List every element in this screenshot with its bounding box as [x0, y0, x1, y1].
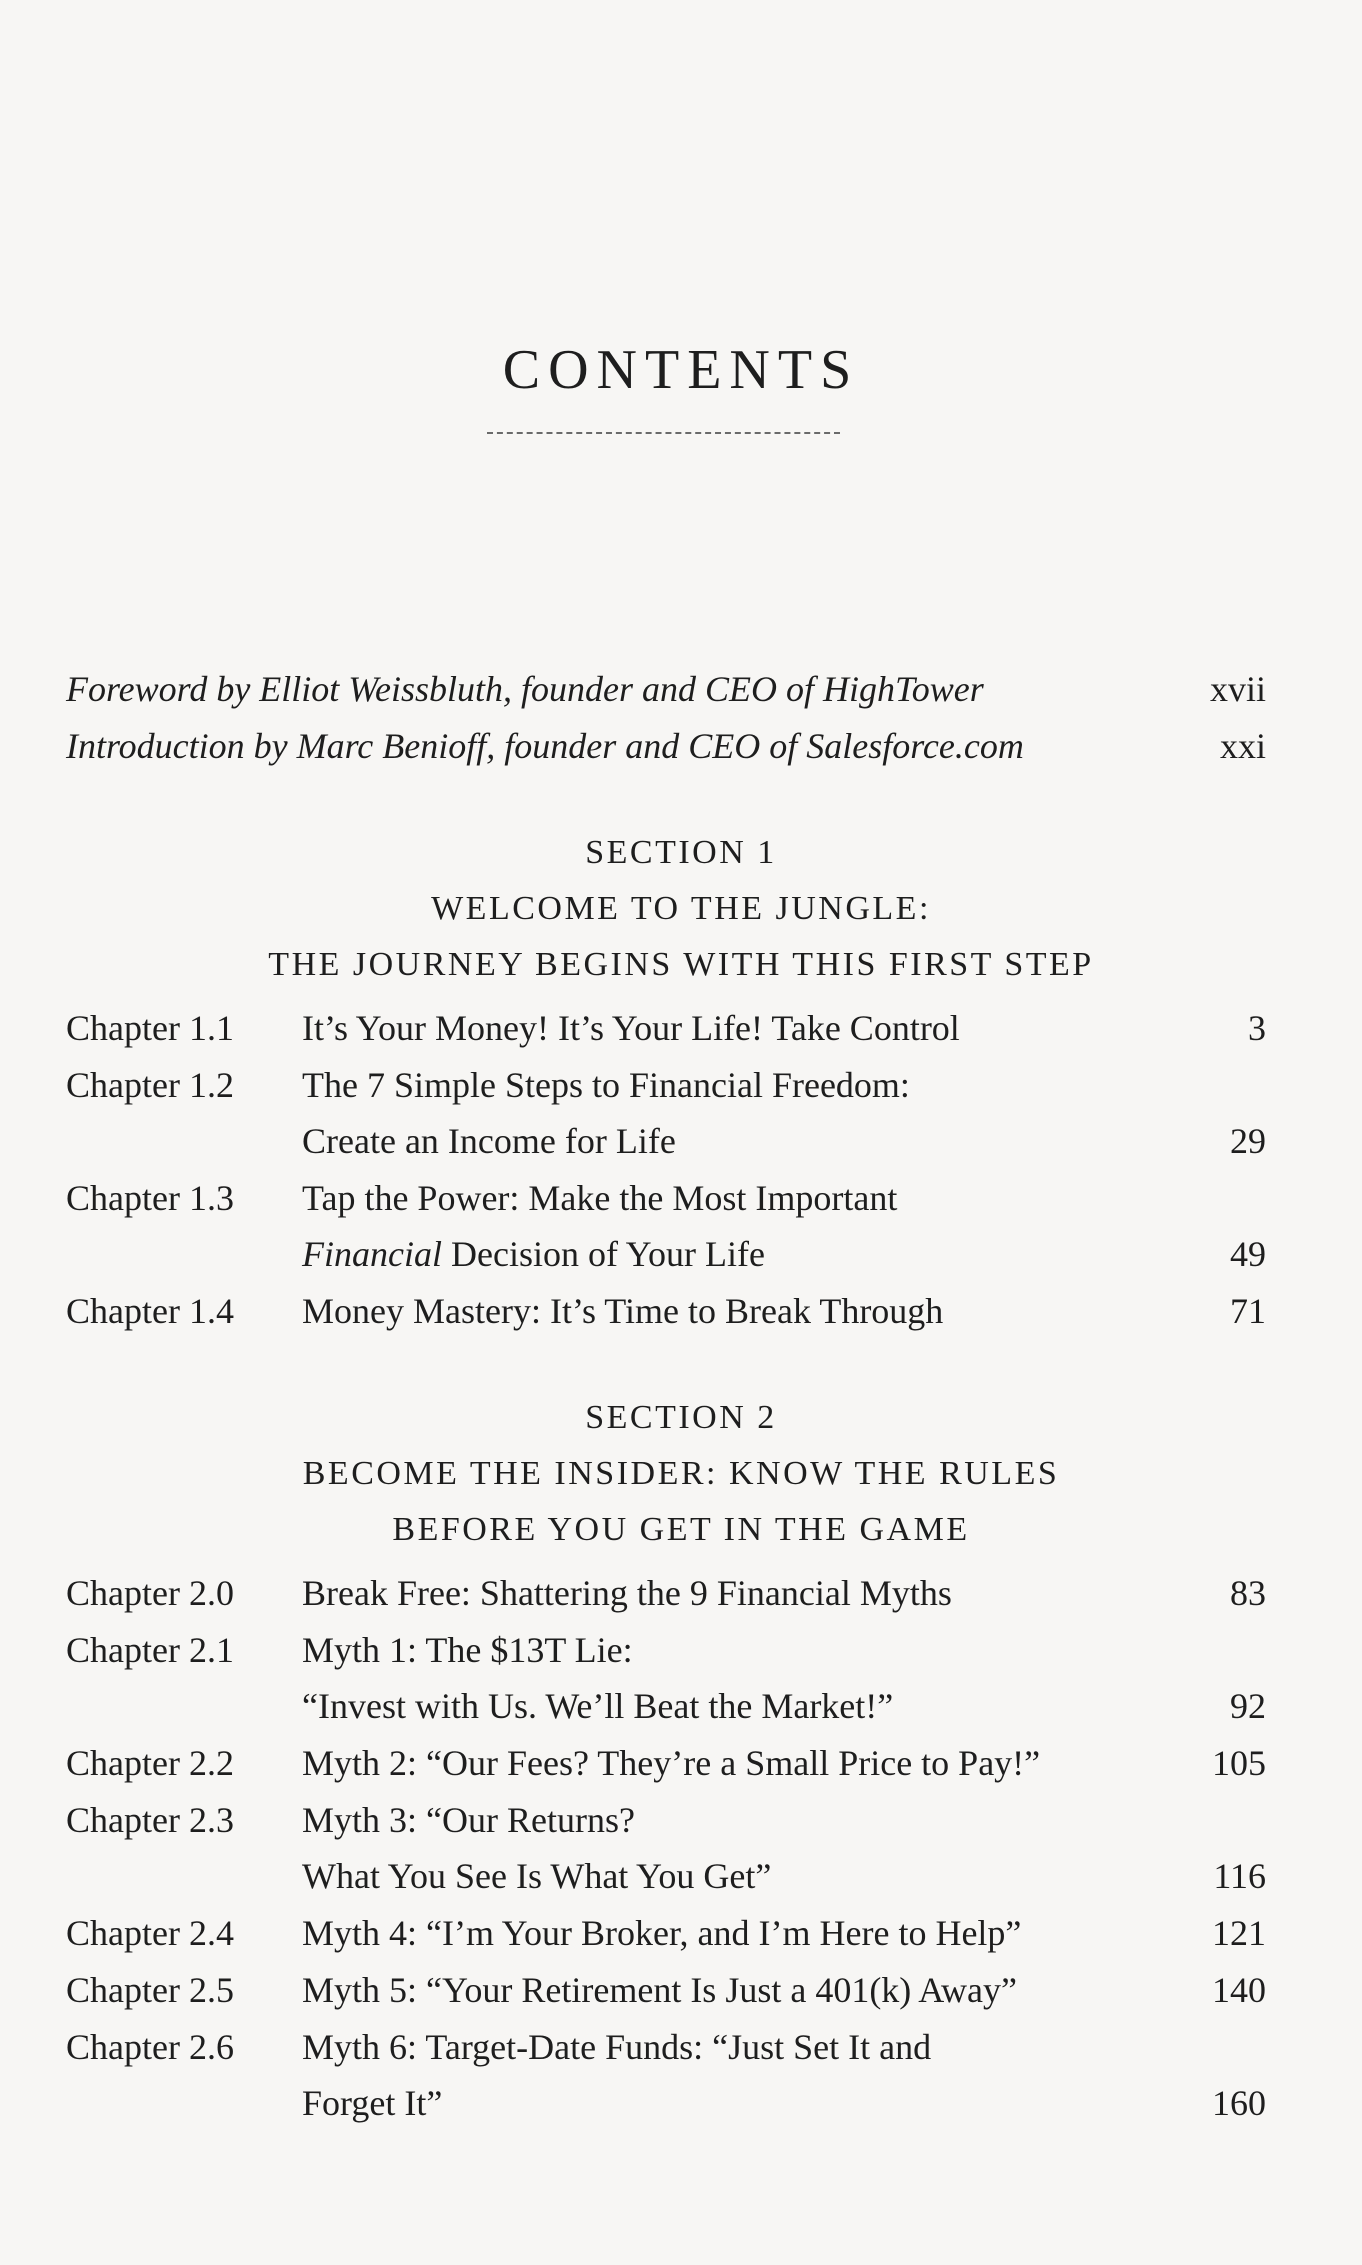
- section-2-subtitle-line-2: BEFORE YOU GET IN THE GAME: [392, 1511, 970, 1548]
- chapter-page: 116: [1213, 1856, 1266, 1896]
- toc-entry-chapter-2-2[interactable]: [0, 1735, 1362, 1791]
- introduction-text: Introduction by Marc Benioff, founder and CEO of Salesforce.com: [66, 726, 1024, 766]
- toc-entry-chapter-1-4[interactable]: [0, 1283, 1362, 1339]
- toc-entry-chapter-1-2[interactable]: [0, 1057, 1362, 1113]
- toc-entry-chapter-2-3-cont[interactable]: [0, 1848, 1362, 1904]
- chapter-title-cont: “Invest with Us. We’ll Beat the Market!”: [302, 1686, 894, 1726]
- chapter-title: Money Mastery: It’s Time to Break Through: [302, 1291, 944, 1331]
- chapter-page: 71: [1230, 1291, 1266, 1331]
- page-title: CONTENTS: [502, 339, 860, 401]
- title-divider: [487, 432, 840, 434]
- toc-entry-chapter-2-0[interactable]: [0, 1565, 1362, 1621]
- chapter-title-rest: Decision of Your Life: [450, 1234, 765, 1274]
- chapter-page: 83: [1230, 1573, 1266, 1613]
- chapter-title: Break Free: Shattering the 9 Financial Myths: [302, 1573, 952, 1613]
- foreword-page: xvii: [1209, 669, 1266, 709]
- chapter-title-cont: [302, 1226, 765, 1282]
- chapter-page: 160: [1212, 2083, 1266, 2123]
- introduction-page: xxi: [1219, 726, 1266, 766]
- chapter-title: Myth 3: “Our Returns?: [302, 1800, 635, 1840]
- chapter-title-cont: What You See Is What You Get”: [302, 1856, 772, 1896]
- toc-entry-chapter-2-6[interactable]: [0, 2019, 1362, 2075]
- chapter-number: Chapter 1.4: [66, 1291, 234, 1331]
- chapter-page: 140: [1212, 1970, 1266, 2010]
- chapter-title: Myth 6: Target-Date Funds: “Just Set It and: [302, 2027, 932, 2067]
- section-2-heading: SECTION 2: [585, 1399, 777, 1436]
- toc-entry-foreword[interactable]: [0, 661, 1362, 717]
- chapter-title: Myth 5: “Your Retirement Is Just a 401(k) Away”: [302, 1970, 1017, 2010]
- chapter-page: 105: [1212, 1743, 1266, 1783]
- chapter-page: 92: [1230, 1686, 1266, 1726]
- section-2-subtitle-line-1: BECOME THE INSIDER: KNOW THE RULES: [302, 1455, 1060, 1492]
- chapter-page: 29: [1230, 1121, 1266, 1161]
- toc-entry-chapter-1-3-cont[interactable]: [0, 1226, 1362, 1282]
- chapter-title-cont: Create an Income for Life: [302, 1121, 676, 1161]
- chapter-number: Chapter 1.3: [66, 1178, 234, 1218]
- chapter-page: 121: [1212, 1913, 1266, 1953]
- chapter-page: 49: [1230, 1234, 1266, 1274]
- toc-entry-chapter-2-1[interactable]: [0, 1622, 1362, 1678]
- toc-entry-chapter-2-4[interactable]: [0, 1905, 1362, 1961]
- toc-entry-chapter-2-1-cont[interactable]: [0, 1678, 1362, 1734]
- chapter-page: 3: [1248, 1008, 1266, 1048]
- chapter-title: Tap the Power: Make the Most Important: [302, 1178, 898, 1218]
- chapter-title-cont: Forget It”: [302, 2083, 443, 2123]
- toc-entry-chapter-1-2-cont[interactable]: [0, 1113, 1362, 1169]
- foreword-text: Foreword by Elliot Weissbluth, founder and CEO of HighTower: [66, 669, 984, 709]
- toc-entry-chapter-2-6-cont[interactable]: [0, 2075, 1362, 2131]
- chapter-title-italic-word: Financial: [302, 1234, 442, 1274]
- chapter-title: Myth 2: “Our Fees? They’re a Small Price to Pay!”: [302, 1743, 1041, 1783]
- chapter-number: Chapter 1.1: [66, 1008, 234, 1048]
- chapter-title: Myth 1: The $13T Lie:: [302, 1630, 633, 1670]
- toc-entry-chapter-2-3[interactable]: [0, 1792, 1362, 1848]
- section-1-subtitle-line-1: WELCOME TO THE JUNGLE:: [431, 890, 931, 927]
- toc-entry-introduction[interactable]: [0, 718, 1362, 774]
- chapter-number: Chapter 2.1: [66, 1630, 234, 1670]
- chapter-title: It’s Your Money! It’s Your Life! Take Control: [302, 1008, 960, 1048]
- chapter-number: Chapter 2.4: [66, 1913, 234, 1953]
- chapter-number: Chapter 2.2: [66, 1743, 234, 1783]
- section-1-heading: SECTION 1: [585, 834, 777, 871]
- chapter-title: The 7 Simple Steps to Financial Freedom:: [302, 1065, 910, 1105]
- chapter-number: Chapter 2.0: [66, 1573, 234, 1613]
- toc-entry-chapter-2-5[interactable]: [0, 1962, 1362, 2018]
- chapter-number: Chapter 2.3: [66, 1800, 234, 1840]
- chapter-number: Chapter 2.6: [66, 2027, 234, 2067]
- toc-entry-chapter-1-3[interactable]: [0, 1170, 1362, 1226]
- chapter-number: Chapter 2.5: [66, 1970, 234, 2010]
- chapter-title: Myth 4: “I’m Your Broker, and I’m Here to Help”: [302, 1913, 1022, 1953]
- toc-entry-chapter-1-1[interactable]: [0, 1000, 1362, 1056]
- chapter-number: Chapter 1.2: [66, 1065, 234, 1105]
- section-1-subtitle-line-2: THE JOURNEY BEGINS WITH THIS FIRST STEP: [268, 946, 1094, 983]
